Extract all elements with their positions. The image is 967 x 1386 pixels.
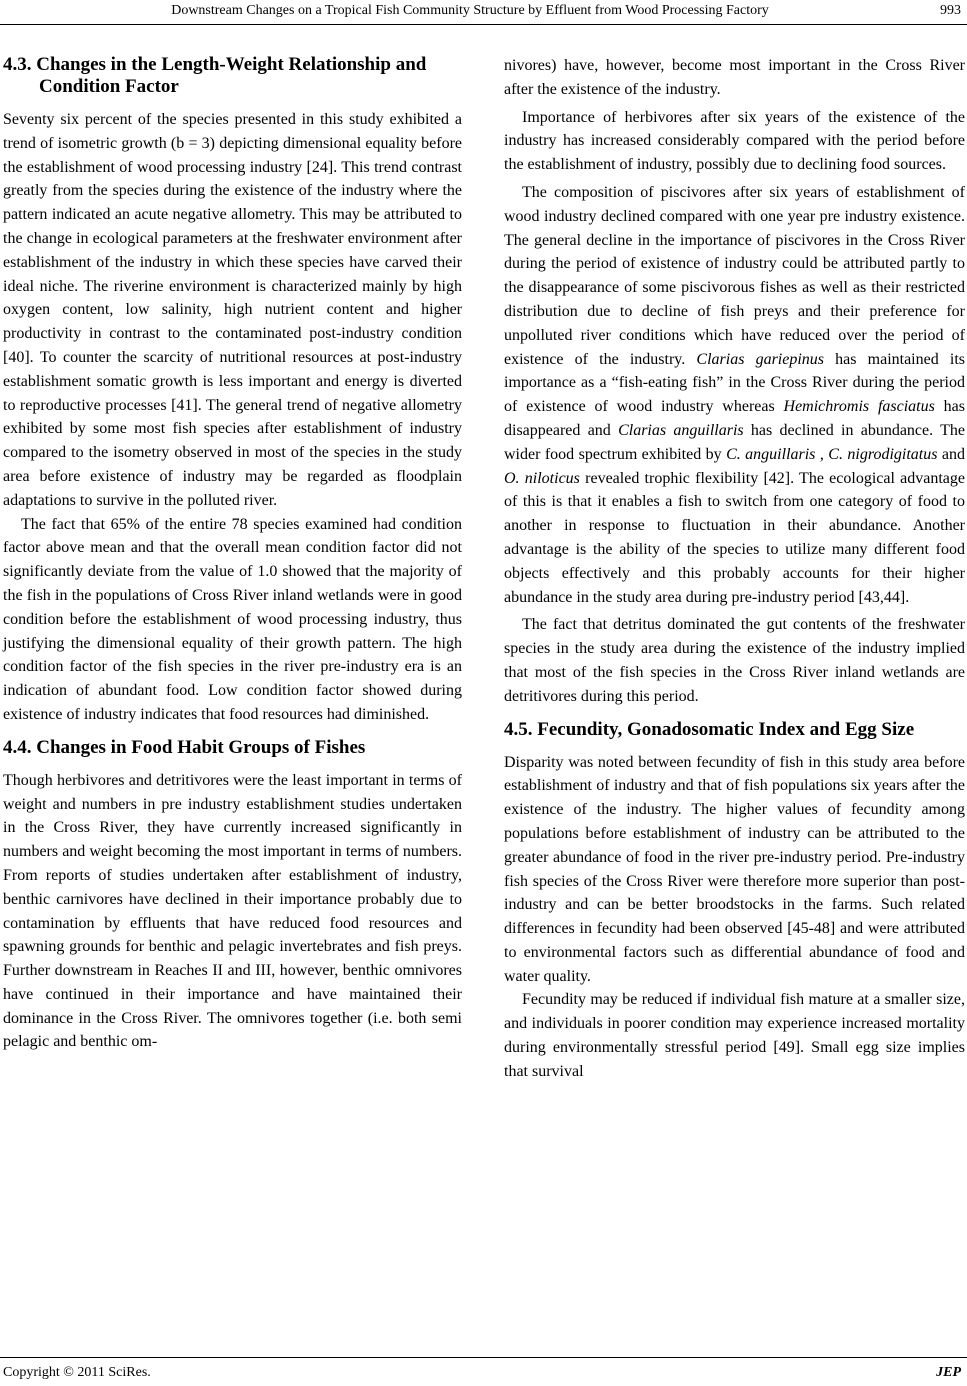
copyright-notice: Copyright © 2011 SciRes. (3, 1365, 151, 1380)
paragraph: nivores) have, however, become most important in the Cross River after the existence of the industry. (504, 57, 965, 98)
journal-abbreviation: JEP (936, 1365, 961, 1380)
paragraph: Disparity was noted between fecundity of fish in this study area before establishment of industry and that of fish populations six years after the existence of the industry. The higher values of fecundity among populations before establishment of industry can be attributed to the greater abundance of food in the river pre-industry period. Pre-industry fish species of the Cross River were therefore more superior than post-industry and can be better broodstocks in the farms. Such related differences in fecundity had been observed [45-48] and were attributed to environmental factors such as differential abundance of food and water quality. (504, 753, 965, 985)
species-name: Clarias gariepinus (696, 350, 825, 368)
page-footer (0, 1362, 967, 1384)
paragraph: The composition of piscivores after six years of establishment of wood industry declined compared with one year pre industry existence. The general decline in the importance of piscivores in the Cross River during the period of existence of industry could be attributed partly to the disappearance of some piscivorous fishes as well as their restricted distribution due to decline of fish preys and their preference for unpolluted river conditions which have reduced over the period of existence of the industry. Clarias gariepinus has maintained its importance as a “fish-eating fish” in the Cross River during the period of existence of wood industry whereas Hemichromis fasciatus has disappeared and Clarias anguillaris has declined in abundance. The wider food spectrum exhibited by C. anguillaris , C. nigrodigitatus and O. niloticus revealed trophic flexibility [42]. The ecological advantage of this is that it enables a fish to switch from one category of food to another in response to fluctuation in their abundance. Another advantage is the ability of the species to utilize many different food objects effectively and this probably accounts for their higher abundance in the study area during pre-industry period [43,44]. (504, 183, 966, 606)
species-name: C. anguillaris (726, 445, 816, 463)
running-title: Downstream Changes on a Tropical Fish Community Structure by Effluent from Wood Processing Factory (171, 3, 769, 18)
paragraph: Seventy six percent of the species presented in this study exhibited a trend of isometric growth (b = 3) depicting dimensional equality before the establishment of wood processing industry [24]. This trend contrast greatly from the species during the existence of the industry where the pattern indicated an acute negative allometry. This may be attributed to the change in ecological parameters at the freshwater environment after establishment of the industry in which these species have carved their ideal niche. The riverine environment is characterized mainly by high oxygen content, low salinity, high nutrient content and higher productivity in contrast to the contaminated post-industry condition [40]. To counter the scarcity of nutritional resources at post-industry establishment somatic growth is less important and energy is diverted to reproductive processes [41]. The general trend of negative allometry exhibited by some most fish species after establishment of industry compared to the isometry observed in most of the species in the study area before existence of industry may be regarded as floodplain adaptations to survive in the polluted river. (3, 111, 462, 509)
species-name: Clarias anguillaris (618, 421, 744, 439)
species-name: Hemichromis fasciatus (783, 398, 935, 416)
left-column (3, 54, 462, 1054)
species-name: C. nigrodigitatus (828, 445, 938, 463)
right-column (504, 54, 965, 1084)
page-number: 993 (940, 3, 961, 18)
running-header (0, 0, 967, 22)
paragraph: Importance of herbivores after six years of the existence of the industry has increased considerably compared with the period before the establishment of industry, possibly due to declining food sources. (504, 108, 965, 174)
footer-rule (0, 1357, 967, 1358)
paragraph: The fact that 65% of the entire 78 species examined had condition factor above mean and that the overall mean condition factor did not significantly deviate from the value of 1.0 showed that the majority of the fish in the populations of Cross River inland wetlands were in good condition before the establishment of wood processing industry, thus justifying the dimensional equality of their growth pattern. The high condition factor of the fish species in the river pre-industry era is an indication of abundant food. Low condition factor showed during existence of industry indicates that food resources had diminished. (3, 515, 462, 723)
section-heading-4-4: 4.4. Changes in Food Habit Groups of Fishes (3, 736, 366, 758)
species-name: O. niloticus (504, 469, 580, 487)
paragraph: Fecundity may be reduced if individual fish mature at a smaller size, and individuals in poorer condition may experience increased mortality during environmentally stressful period [49]. Small egg size implies that survival (504, 991, 965, 1080)
header-rule (0, 24, 967, 25)
section-heading-4-3: 4.3. Changes in the Length-Weight Relationship and Condition Factor (3, 54, 427, 97)
paragraph: The fact that detritus dominated the gut contents of the freshwater species in the study area during the existence of the industry implied that most of the fish species in the Cross River inland wetlands are detritivores during this period. (504, 616, 965, 705)
section-heading-4-5: 4.5. Fecundity, Gonadosomatic Index and Egg Size (504, 718, 915, 740)
paragraph: Though herbivores and detritivores were the least important in terms of weight and numbers in pre industry establishment studies undertaken in the Cross River, they have currently increased significantly in numbers and weight becoming the most important in terms of numbers. From reports of studies undertaken after establishment of industry, benthic carnivores have declined in their importance probably due to contamination by effluents that have reduced food resources and spawning grounds for benthic and pelagic invertebrates and fish preys. Further downstream in Reaches II and III, however, benthic omnivores have continued in their importance and have maintained their dominance in the Cross River. The omnivores together (i.e. both semi pelagic and benthic om- (3, 771, 462, 1051)
